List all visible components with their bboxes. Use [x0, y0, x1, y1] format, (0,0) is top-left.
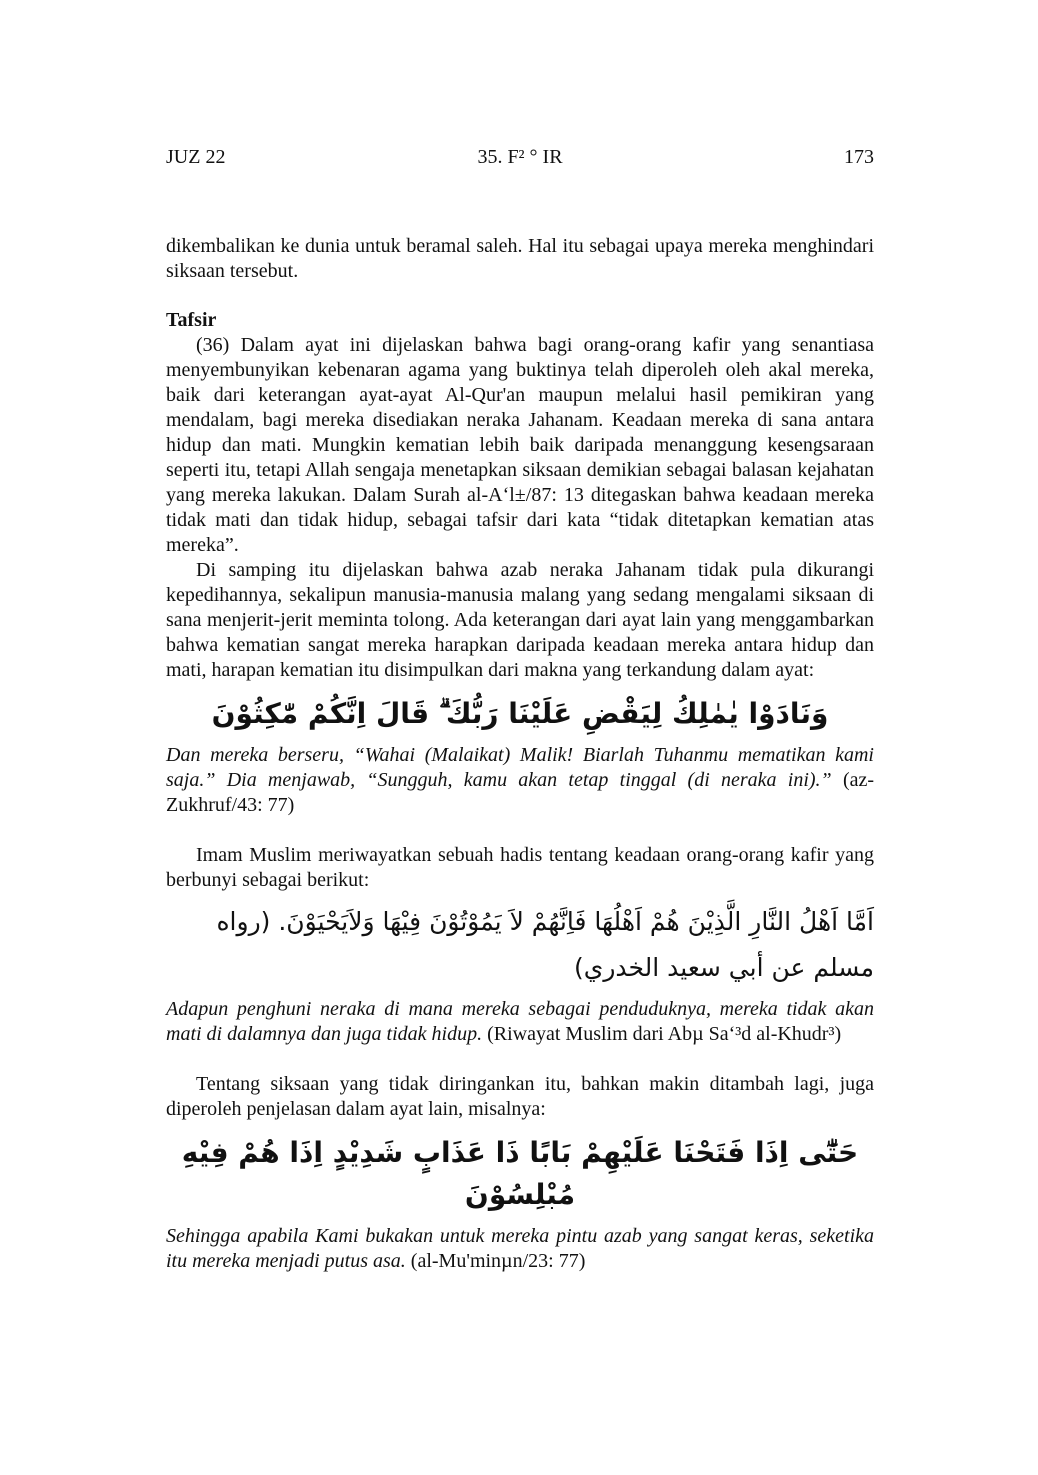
verse-1-translation-block — [166, 743, 874, 818]
verse-1-reference: (az-Zukhruf/43: 77) — [166, 769, 875, 816]
tafsir-paragraph-1: (36) Dalam ayat ini dijelaskan bahwa bagi orang-orang kafir yang senantiasa menyembunyikan kebenaran agama yang buktinya telah diperoleh oleh akal mereka, baik dari keterangan ayat-ayat Al-Qur'an maupun melalui hasil pemikiran yang mendalam, bagi mereka disediakan neraka Jahanam. Keadaan mereka di sana antara hidup dan mati. Mungkin kematian lebih baik daripada menanggung kesengsaraan seperti itu, tetapi Allah sengaja menetapkan siksaan demikian sebagai balasan kejahatan yang mereka lakukan. Dalam Surah al-A‘l±/87: 13 ditegaskan bahwa keadaan mereka tidak mati dan tidak hidup, sebagai tafsir dari kata “tidak ditetapkan kematian atas mereka”. — [166, 334, 874, 556]
tafsir-paragraph-3: Imam Muslim meriwayatkan sebuah hadis tentang keadaan orang-orang kafir yang berbunyi sebagai berikut: — [166, 844, 874, 891]
page-body — [166, 234, 874, 1274]
tafsir-heading: Tafsir — [166, 309, 217, 331]
hadith-translation: Adapun penghuni neraka di mana mereka sebagai penduduknya, mereka tidak akan mati di dalamnya dan juga tidak hidup. — [166, 998, 874, 1045]
intro-paragraph: dikembalikan ke dunia untuk beramal saleh. Hal itu sebagai upaya mereka menghindari siksaan tersebut. — [166, 235, 874, 282]
verse-2-translation: Sehingga apabila Kami bukakan untuk mereka pintu azab yang sangat keras, seketika itu mereka menjadi putus asa. — [166, 1225, 874, 1272]
quran-verse-muminun: حَتّٰٓى اِذَا فَتَحْنَا عَلَيْهِمْ بَابًا ذَا عَذَابٍ شَدِيْدٍ اِذَا هُمْ فِيْهِ مُبْلِسُوْنَ — [181, 1136, 859, 1211]
tafsir-paragraph-2: Di samping itu dijelaskan bahwa azab neraka Jahanam tidak pula dikurangi kepedihannya, sekalipun manusia-manusia malang yang sedang mengalami siksaan di sana menjerit-jerit meminta tolong. Ada keterangan dari ayat lain yang menggambarkan bahwa kematian sangat mereka harapkan daripada keadaan mereka antara hidup dan mati, harapan kematian itu disimpulkan dari makna yang terkandung dalam ayat: — [166, 559, 874, 681]
page-number: 173 — [844, 146, 874, 168]
running-header — [166, 146, 874, 172]
tafsir-paragraph-4: Tentang siksaan yang tidak diringankan itu, bahkan makin ditambah lagi, juga diperoleh penjelasan dalam ayat lain, misalnya: — [166, 1073, 874, 1120]
juz-label: JUZ 22 — [166, 146, 226, 168]
verse-2-reference: (al-Mu'minµn/23: 77) — [410, 1250, 586, 1272]
hadith-arabic: اَمَّا اَهْلُ النَّارِ الَّذِيْنَ هُمْ اَهْلُهَا فَاِنَّهُمْ لاَ يَمُوْتُوْنَ فِيْهَا وَلاَيَحْيَوْنَ. (رواه مسلم عن أبي سعيد الخدري) — [216, 907, 874, 982]
hadith-translation-block — [166, 997, 874, 1047]
surah-title: 35. F² ° IR — [477, 146, 563, 168]
hadith-reference: (Riwayat Muslim dari Abµ Sa‘³d al-Khudr³) — [487, 1023, 842, 1045]
verse-1-translation: Dan mereka berseru, “Wahai (Malaikat) Malik! Biarlah Tuhanmu mematikan kami saja.” Dia menjawab, “Sungguh, kamu akan tetap tinggal (di neraka ini).” — [166, 744, 874, 791]
quran-verse-zukhruf: وَنَادَوْا يٰمٰلِكُ لِيَقْضِ عَلَيْنَا رَبُّكَ ۗ قَالَ اِنَّكُمْ مّٰكِثُوْنَ — [211, 697, 829, 730]
verse-2-translation-block — [166, 1224, 874, 1274]
